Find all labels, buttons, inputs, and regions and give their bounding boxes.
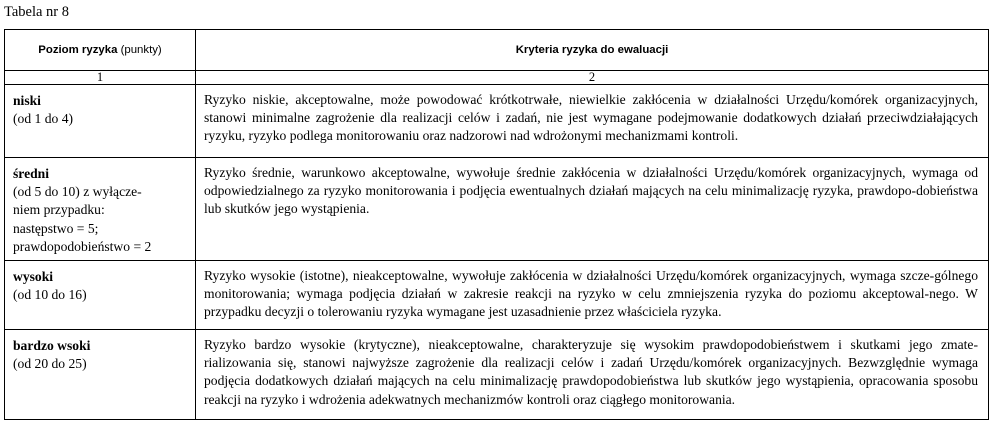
column-number-2: 2 [196, 71, 989, 85]
header-criteria [196, 30, 989, 71]
risk-level-range: (od 1 do 4) [13, 111, 74, 127]
risk-criteria-cell: Ryzyko średnie, warunkowo akceptowalne, wywołuje średnie zakłócenia w działalności Urzędu/komórek organizacyjnych, wymaga od odpowiedzialnego za ryzyko monitorowania i podjęcia ewentualnych działań mających na celu minimalizację ryzyka, prawdopo-dobieństwa lub skutków jego wystąpienia. [196, 158, 989, 261]
risk-level-cell [5, 330, 196, 420]
header-risk-level-unit: (punkty) [117, 44, 162, 56]
risk-criteria-cell: Ryzyko niskie, akceptowalne, może powodować krótkotrwałe, niewielkie zakłócenia w działalności Urzędu/komórek organizacyjnych, stanowi minimalne zagrożenie dla realizacji celów i zadań, nie jest wymagane podejmowanie dodatkowych działań przeciwdziałających ryzyku, ryzyko podlega monitorowaniu oraz nadzorowi nad wdrożonymi mechanizmami kontroli. [196, 85, 989, 158]
header-risk-level-bold: Poziom ryzyka [38, 44, 118, 56]
risk-criteria-cell: Ryzyko bardzo wysokie (krytyczne), nieakceptowalne, charakteryzuje się wysokim prawdopodobieństwem i skutkami jego zmate-rializowania się, stanowi najwyższe zagrożenie dla realizacji celów i zadań Urzędu/komórek organizacyjnych. Bezwzględnie wymaga podjęcia dodatkowych działań mających na celu minimalizację prawdopodobieństwa lub skutków jego wystąpienia, opracowania sposobu reakcji na ryzyko i wdrożenia adekwatnych mechanizmów kontroli oraz ciągłego monitorowania. [196, 330, 989, 420]
risk-level-name: wysoki [13, 269, 54, 285]
risk-level-cell [5, 158, 196, 261]
table-row [5, 85, 989, 158]
risk-level-name: bardzo wsoki [13, 338, 91, 354]
risk-level-cell [5, 261, 196, 330]
table-caption: Tabela nr 8 [4, 4, 70, 20]
table-row [5, 330, 989, 420]
risk-level-range: (od 5 do 10) z wyłącze- niem przypadku: następstwo = 5; prawdopodobieństwo = 2 [13, 184, 152, 254]
risk-level-range: (od 20 do 25) [13, 356, 87, 372]
risk-level-name: niski [13, 93, 41, 108]
header-risk-level [5, 30, 196, 71]
risk-level-range: (od 10 do 16) [13, 287, 87, 303]
header-criteria-label: Kryteria ryzyka do ewaluacji [515, 44, 669, 56]
risk-level-cell [5, 85, 196, 158]
table-row [5, 158, 989, 261]
table-row [5, 261, 989, 330]
column-number-1: 1 [5, 71, 196, 85]
column-number-row [5, 71, 989, 85]
table-header-row [5, 30, 989, 71]
risk-level-name: średni [13, 166, 50, 181]
risk-criteria-cell: Ryzyko wysokie (istotne), nieakceptowalne, wywołuje zakłócenia w działalności Urzędu/komórek organizacyjnych, wymaga szcze-gólnego monitorowania; wymaga podjęcia działań w zakresie reakcji na ryzyko w celu zmniejszenia ryzyka do poziomu akceptowal-nego. W przypadku decyzji o tolerowaniu ryzyka wymagane jest uzasadnienie przez właściciela ryzyka. [196, 261, 989, 330]
risk-criteria-table [4, 29, 989, 420]
